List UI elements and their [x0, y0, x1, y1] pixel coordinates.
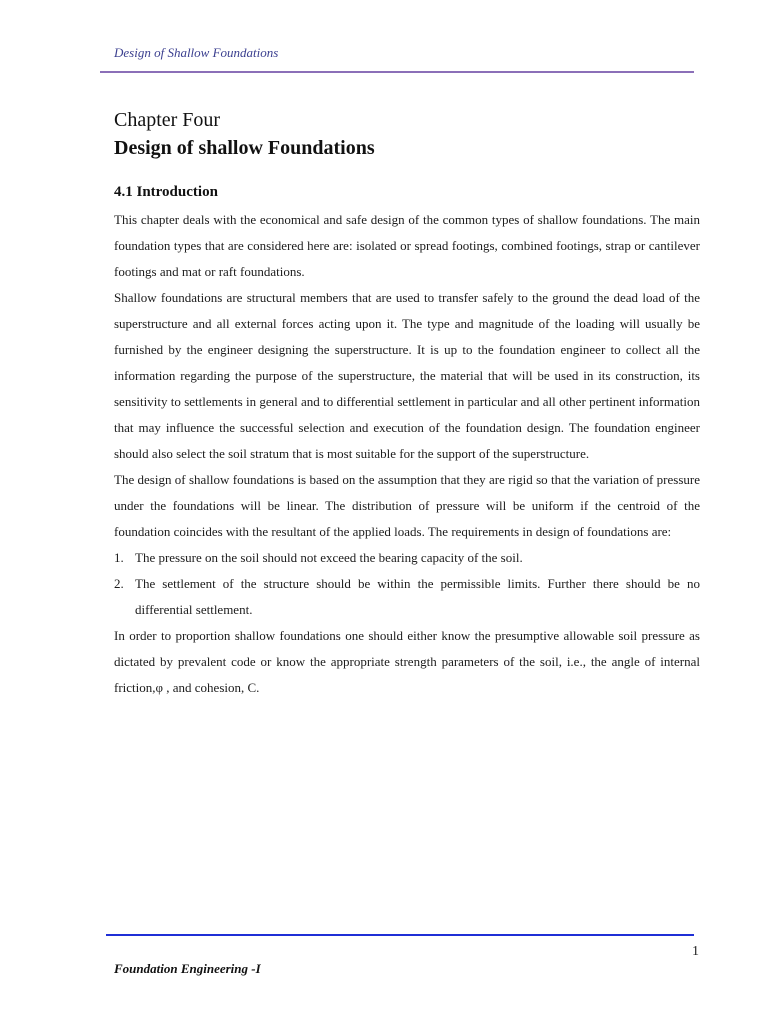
- list-item-text: The settlement of the structure should be within the permissible limits. Further there should be no differential settlement.: [135, 576, 700, 617]
- paragraph: This chapter deals with the economical and safe design of the common types of shallow foundations. The main foundation types that are considered here are: isolated or spread footings, combined footings, strap or cantilever footings and mat or raft foundations.: [114, 212, 700, 279]
- chapter-title: Design of shallow Foundations: [114, 137, 375, 159]
- page-content: [114, 106, 700, 701]
- header-divider: [100, 71, 694, 73]
- section-heading: 4.1 Introduction: [114, 184, 218, 200]
- paragraph: The design of shallow foundations is based on the assumption that they are rigid so that the variation of pressure under the foundations will be linear. The distribution of pressure will be uniform if the centroid of the foundation coincides with the resultant of the applied loads. The requirements in design of foundations are:: [114, 472, 700, 539]
- closing-paragraph: In order to proportion shallow foundations one should either know the presumptive allowable soil pressure as dictated by prevalent code or know the appropriate strength parameters of the soil, i.e., the angle of internal friction,φ , and cohesion, C.: [114, 628, 700, 695]
- list-item-number: 1.: [114, 550, 124, 565]
- footer-divider: [106, 934, 694, 936]
- list-item: [114, 545, 700, 571]
- list-item-number: 2.: [114, 576, 124, 591]
- page-number: 1: [692, 944, 699, 959]
- chapter-number-title: Chapter Four: [114, 109, 221, 131]
- requirements-list: [114, 545, 700, 623]
- running-footer: Foundation Engineering -I: [114, 961, 261, 976]
- paragraph: Shallow foundations are structural members that are used to transfer safely to the ground the dead load of the superstructure and all external forces acting upon it. The type and magnitude of the loading will usually be furnished by the engineer designing the superstructure. It is up to the foundation engineer to collect all the information regarding the purpose of the superstructure, the material that will be used in its construction, its sensitivity to settlements in general and to differential settlement in particular and all other pertinent information that may influence the successful selection and execution of the foundation design. The foundation engineer should also select the soil stratum that is most suitable for the support of the superstructure.: [114, 290, 700, 461]
- running-header: Design of Shallow Foundations: [114, 45, 279, 60]
- list-item: [114, 571, 700, 623]
- list-item-text: The pressure on the soil should not exceed the bearing capacity of the soil.: [135, 550, 523, 565]
